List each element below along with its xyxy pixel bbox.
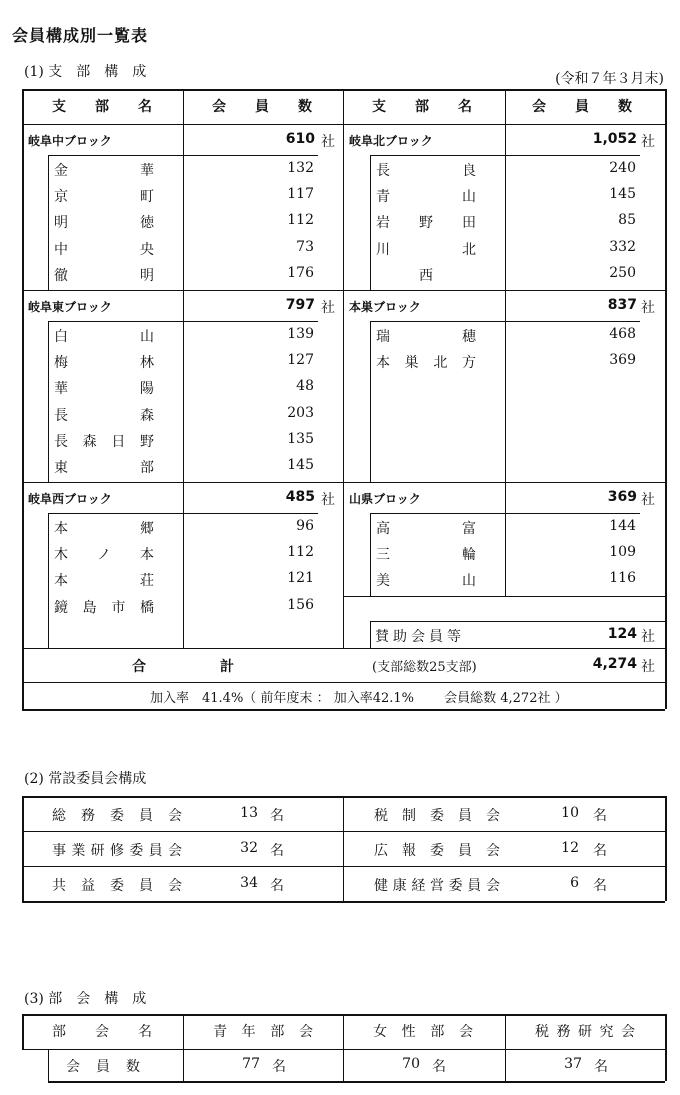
rule xyxy=(183,89,184,124)
branch-count-higashi-2: 48 xyxy=(296,378,314,395)
rule xyxy=(48,513,49,648)
committee-unit-right-2: 名 xyxy=(593,878,607,894)
header-members-right: 会 員 数 xyxy=(532,99,632,115)
subcommittee-header-1: 青 年 部 会 xyxy=(213,1024,313,1040)
committee-count-right-1: 12 xyxy=(561,840,579,856)
committee-unit-left-1: 名 xyxy=(270,843,284,859)
branch-name-higashi-0: 白 山 xyxy=(54,329,154,345)
branch-count-chu-0: 132 xyxy=(287,160,314,176)
block-unit-higashi: 社 xyxy=(321,300,335,316)
rule xyxy=(22,682,665,683)
block-name-kita: 岐阜北ブロック xyxy=(349,134,433,148)
branch-count-motosu-1: 369 xyxy=(609,352,636,369)
rule xyxy=(183,482,184,513)
rule xyxy=(665,796,667,901)
header-branch-left: 支 部 名 xyxy=(52,99,152,115)
branch-count-nishi-0: 96 xyxy=(296,518,314,534)
rule xyxy=(22,866,665,867)
branch-name-chu-3: 中 央 xyxy=(54,241,154,258)
rule xyxy=(48,155,49,290)
rule xyxy=(370,155,371,290)
branch-name-kita-0: 長 良 xyxy=(376,163,476,179)
rule xyxy=(343,1014,344,1081)
branch-count-kita-3: 332 xyxy=(609,238,636,255)
committee-count-right-2: 6 xyxy=(570,875,579,891)
rule xyxy=(22,89,24,709)
subcommittee-unit-2: 名 xyxy=(594,1059,608,1075)
block-count-higashi: 797 xyxy=(285,297,315,313)
branch-count-motosu-0: 468 xyxy=(609,326,636,342)
branch-name-kita-3: 川 北 xyxy=(376,241,476,258)
block-unit-kita: 社 xyxy=(641,134,655,150)
branch-count-higashi-1: 127 xyxy=(287,352,314,369)
branch-count-nishi-3: 156 xyxy=(287,596,314,613)
branch-count-yamagata-2: 116 xyxy=(609,570,636,587)
branch-name-higashi-2: 華 陽 xyxy=(54,381,154,398)
rule xyxy=(665,89,667,709)
committee-name-left-1: 事 業 研 修 委 員 会 xyxy=(52,843,182,859)
block-name-higashi: 岐阜東ブロック xyxy=(28,300,112,314)
branch-name-motosu-0: 瑞 穂 xyxy=(376,329,476,345)
branch-name-kita-4: 西 xyxy=(419,267,433,284)
rule xyxy=(505,321,506,482)
rule xyxy=(48,1049,49,1081)
block-name-motosu: 本巣ブロック xyxy=(349,300,421,314)
branch-name-higashi-1: 梅 林 xyxy=(54,355,154,372)
block-unit-nishi: 社 xyxy=(321,492,335,508)
block-count-kita: 1,052 xyxy=(592,131,637,147)
rule xyxy=(505,1014,506,1081)
branch-count-nishi-2: 121 xyxy=(287,570,314,587)
rule xyxy=(48,321,49,482)
sanjo-unit: 社 xyxy=(641,629,655,645)
rule xyxy=(183,290,184,321)
rule xyxy=(370,621,371,648)
committee-name-right-2: 健 康 経 営 委 員 会 xyxy=(374,878,500,894)
rule xyxy=(505,482,506,513)
branch-count-higashi-3: 203 xyxy=(287,404,314,421)
branch-name-chu-1: 京 町 xyxy=(54,189,154,206)
sanjo-label: 賛助会員等 xyxy=(375,629,465,645)
branch-name-chu-2: 明 徳 xyxy=(54,215,154,232)
rule xyxy=(22,901,665,903)
branch-name-nishi-2: 本 荘 xyxy=(54,573,154,590)
branch-count-yamagata-0: 144 xyxy=(609,518,636,534)
rule xyxy=(370,621,665,622)
branch-count-kita-0: 240 xyxy=(609,160,636,176)
rule xyxy=(370,321,371,482)
section3-label: (3) 部 会 構 成 xyxy=(24,991,147,1007)
branch-name-higashi-4: 長 森 日 野 xyxy=(54,433,154,450)
branch-count-nishi-1: 112 xyxy=(287,544,314,561)
committee-name-left-2: 共 益 委 員 会 xyxy=(52,878,182,894)
subcommittee-header-3: 税 務 研 究 会 xyxy=(535,1024,635,1040)
block-unit-motosu: 社 xyxy=(641,300,655,316)
subcommittee-header-2: 女 性 部 会 xyxy=(373,1024,473,1040)
committee-name-right-0: 税 制 委 員 会 xyxy=(374,808,500,824)
section1-date: (令和７年３月末) xyxy=(555,71,664,87)
branch-name-nishi-0: 本 郷 xyxy=(54,521,154,537)
branch-count-kita-1: 145 xyxy=(609,186,636,203)
branch-name-kita-1: 青 山 xyxy=(376,189,476,206)
branch-count-kita-4: 250 xyxy=(609,264,636,281)
branch-count-chu-4: 176 xyxy=(287,264,314,281)
rule xyxy=(22,796,24,901)
subcommittee-count-1: 70 xyxy=(402,1056,420,1072)
rule xyxy=(665,1014,667,1081)
branch-name-higashi-3: 長 森 xyxy=(54,407,154,424)
rule xyxy=(343,596,665,597)
total-count: 4,274 xyxy=(592,656,637,672)
branch-name-kita-2: 岩 野 田 xyxy=(376,215,476,232)
branch-count-higashi-0: 139 xyxy=(287,326,314,342)
subcommittee-header-0: 部 会 名 xyxy=(52,1024,152,1040)
rule xyxy=(343,482,665,483)
committee-unit-right-0: 名 xyxy=(593,808,607,824)
header-branch-right: 支 部 名 xyxy=(372,99,472,115)
subcommittee-unit-0: 名 xyxy=(272,1059,286,1075)
branch-name-nishi-1: 木 ノ 本 xyxy=(54,547,154,564)
total-unit: 社 xyxy=(641,659,655,675)
committee-unit-right-1: 名 xyxy=(593,843,607,859)
block-count-motosu: 837 xyxy=(607,297,637,313)
rule xyxy=(343,796,344,901)
rule xyxy=(343,290,665,291)
block-name-yamagata: 山県ブロック xyxy=(349,492,421,506)
committee-count-left-0: 13 xyxy=(240,805,258,821)
branch-count-yamagata-1: 109 xyxy=(609,544,636,561)
committee-unit-left-2: 名 xyxy=(270,878,284,894)
rule xyxy=(370,513,371,596)
branch-count-chu-1: 117 xyxy=(287,186,314,203)
rule xyxy=(48,1081,665,1083)
branch-name-chu-4: 徹 明 xyxy=(54,267,154,284)
branch-count-higashi-5: 145 xyxy=(287,457,314,473)
branch-name-chu-0: 金 華 xyxy=(54,163,154,179)
rule xyxy=(22,831,665,832)
section2-label: (2) 常設委員会構成 xyxy=(24,771,147,787)
block-unit-chu: 社 xyxy=(321,134,335,150)
block-name-chu: 岐阜中ブロック xyxy=(28,134,112,148)
total-note: (支部総数25支部) xyxy=(372,660,477,675)
committee-unit-left-0: 名 xyxy=(270,808,284,824)
rule xyxy=(505,124,506,155)
rule xyxy=(183,1014,184,1081)
block-count-nishi: 485 xyxy=(285,489,315,505)
section1-label: (1) 支 部 構 成 xyxy=(24,64,147,80)
footer-rate: 加入率 41.4%（ 前年度末 ： 加入率42.1% 会員総数 4,272社 ） xyxy=(150,691,568,706)
subcommittee-row-label: 会 員 数 xyxy=(66,1059,140,1075)
branch-name-yamagata-1: 三 輪 xyxy=(376,547,476,564)
block-count-yamagata: 369 xyxy=(607,489,637,505)
branch-name-higashi-5: 東 部 xyxy=(54,460,154,476)
rule xyxy=(343,89,344,648)
subcommittee-count-0: 77 xyxy=(242,1056,260,1072)
committee-name-left-0: 総 務 委 員 会 xyxy=(52,808,182,824)
branch-count-chu-2: 112 xyxy=(287,212,314,229)
sanjo-count: 124 xyxy=(607,626,637,642)
branch-name-yamagata-0: 高 富 xyxy=(376,521,476,537)
rule xyxy=(22,1014,24,1049)
header-members-left: 会 員 数 xyxy=(212,99,312,115)
committee-name-right-1: 広 報 委 員 会 xyxy=(374,843,500,859)
rule xyxy=(22,709,665,711)
branch-name-motosu-1: 本 巣 北 方 xyxy=(376,355,476,372)
block-name-nishi: 岐阜西ブロック xyxy=(28,492,112,506)
committee-count-left-2: 34 xyxy=(240,875,258,891)
page-title: 会員構成別一覧表 xyxy=(12,26,149,45)
total-label-a: 合 xyxy=(132,659,146,675)
rule xyxy=(183,124,184,155)
branch-count-chu-3: 73 xyxy=(296,238,314,255)
subcommittee-unit-1: 名 xyxy=(432,1059,446,1075)
branch-count-kita-2: 85 xyxy=(618,212,636,229)
rule xyxy=(505,89,506,124)
total-label-b: 計 xyxy=(220,659,234,675)
branch-name-nishi-3: 鏡 島 市 橋 xyxy=(54,599,154,616)
rule xyxy=(505,290,506,321)
committee-count-right-0: 10 xyxy=(561,805,579,821)
rule xyxy=(22,648,665,649)
committee-count-left-1: 32 xyxy=(240,840,258,856)
branch-name-yamagata-2: 美 山 xyxy=(376,573,476,590)
branch-count-higashi-4: 135 xyxy=(287,430,314,447)
block-count-chu: 610 xyxy=(285,131,315,147)
block-unit-yamagata: 社 xyxy=(641,492,655,508)
subcommittee-count-2: 37 xyxy=(564,1056,582,1072)
